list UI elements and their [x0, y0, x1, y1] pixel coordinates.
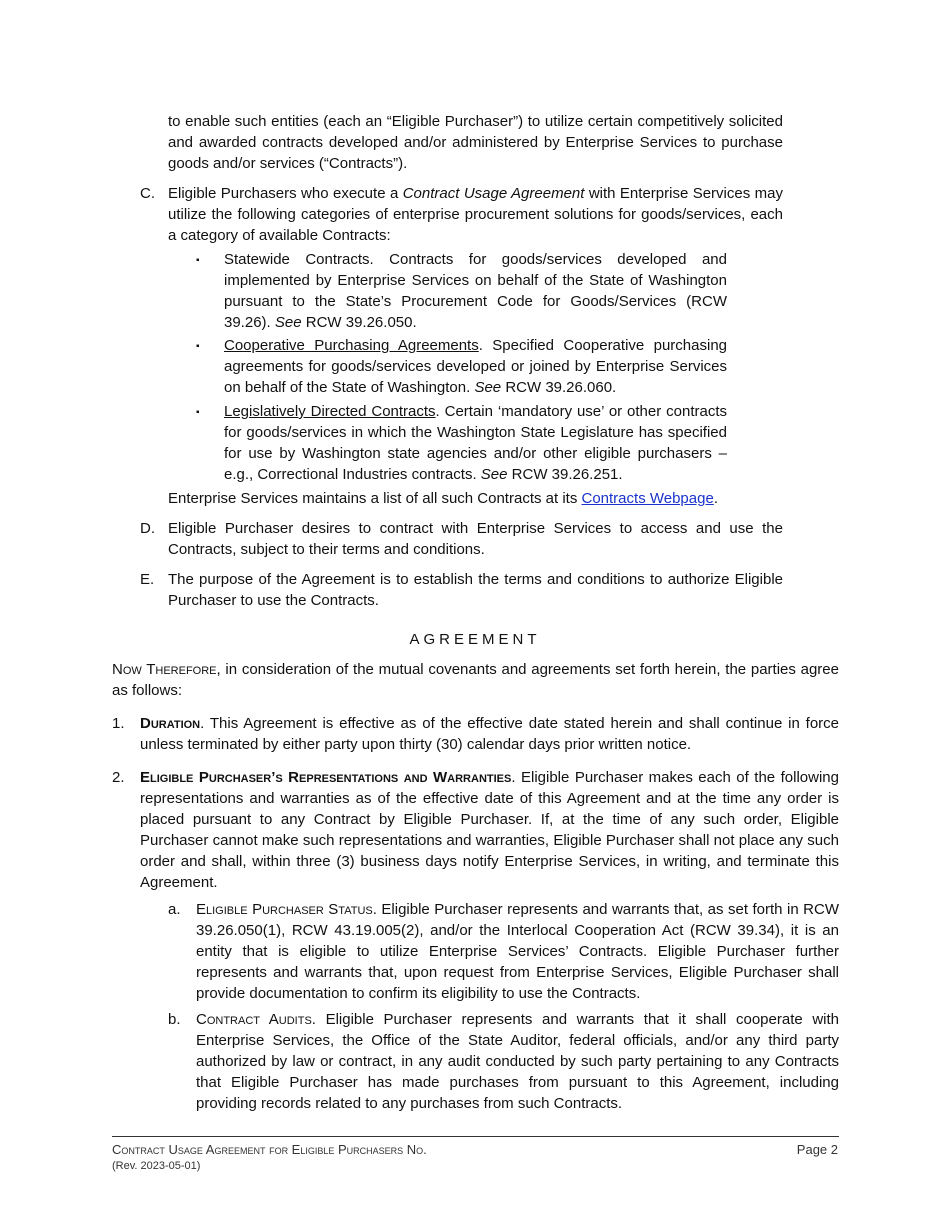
- contract-usage-agreement-term: Contract Usage Agreement: [402, 185, 585, 202]
- bullet-title: Legislatively Directed Contracts: [224, 403, 436, 420]
- subsection-b-letter: b.: [168, 1011, 181, 1028]
- bullet-title: Statewide Contracts: [224, 251, 370, 268]
- section-2-number: 2.: [112, 769, 125, 786]
- now-therefore-clause: Now Therefore, in consideration of the mutual covenants and agreements set forth herein, the parties agree as follows:: [112, 661, 839, 699]
- section-title: Duration: [140, 715, 201, 732]
- bullet-icon: ▪: [196, 255, 200, 266]
- subsection-contract-audits: Contract Audits. Eligible Purchaser represents and warrants that it shall cooperate with Enterprise Services, the Office of the State Auditor, federal officials, and/or any third party authorized by law or contract, in any audit conducted by such party pertaining to any Contracts that Eligible Purchaser has made purchases from pursuant to this Agreement, including providing records related to any purchases from such Contracts.: [196, 1011, 839, 1112]
- section-duration: Duration. This Agreement is effective as of the effective date stated herein and shall continue in force unless terminated by either party upon thirty (30) calendar days prior written notice.: [140, 715, 839, 753]
- subsection-title: Contract Audits: [196, 1011, 312, 1028]
- recital-c-letter: C.: [140, 185, 155, 202]
- bullet-cooperative-purchasing: Cooperative Purchasing Agreements. Specified Cooperative purchasing agreements for goods/services developed or joined by Enterprise Services on behalf of the State of Washington. See RCW 39.26.060.: [224, 337, 728, 396]
- bullet-icon: ▪: [196, 407, 200, 418]
- agreement-heading: AGREEMENT: [409, 631, 541, 648]
- recital-e-letter: E.: [140, 571, 155, 588]
- bullet-icon: ▪: [196, 341, 200, 352]
- contracts-webpage-link[interactable]: Contracts Webpage: [581, 490, 714, 507]
- recital-e-text: The purpose of the Agreement is to establish the terms and conditions to authorize Eligible Purchaser to use the Contracts.: [168, 571, 783, 609]
- subsection-eligible-purchaser-status: Eligible Purchaser Status. Eligible Purchaser represents and warrants that, as set forth in RCW 39.26.050(1), RCW 43.19.005(2), and/or the Interlocal Cooperation Act (RCW 39.34), it is an entity that is eligible to utilize Enterprise Services’ Contracts. Eligible Purchaser further represents and warrants that, upon request from Enterprise Services, Eligible Purchaser shall provide documentation to confirm its eligibility to use the Contracts.: [196, 901, 839, 1002]
- footer-title: Contract Usage Agreement for Eligible Purchasers No.: [112, 1142, 427, 1157]
- page-number: Page 2: [796, 1142, 838, 1157]
- subsection-title: Eligible Purchaser Status: [196, 901, 373, 918]
- bullet-statewide-contracts: Statewide Contracts. Contracts for goods/services developed and implemented by Enterprise Services on behalf of the State of Washington pursuant to the State’s Procurement Code for Goods/Services (RCW 39.26). See RCW 39.26.050.: [224, 251, 727, 331]
- recital-d-text: Eligible Purchaser desires to contract with Enterprise Services to access and use the Contracts, subject to their terms and conditions.: [168, 520, 783, 558]
- bullet-legislatively-directed: Legislatively Directed Contracts. Certain ‘mandatory use’ or other contracts for goods/services in which the Washington State Legislature has specified for use by Washington state agencies and/or other eligible purchasers – e.g., Correctional Industries contracts. See RCW 39.26.251.: [224, 403, 727, 483]
- section-representations-warranties: Eligible Purchaser’s Representations and Warranties. Eligible Purchaser makes each of the following representations and warranties as of the effective date of this Agreement and at the time any order is placed pursuant to any Contract by Eligible Purchaser. If, at the time of any such order, Eligible Purchaser cannot make such representations and warranties, Eligible Purchaser shall not place any such order and shall, within three (3) business days notify Enterprise Services, in writing, and terminate this Agreement.: [140, 769, 839, 891]
- recital-c-text: Eligible Purchasers who execute a Contract Usage Agreement with Enterprise Services may utilize the following categories of enterprise procurement solutions for goods/services, each a category of available Contracts:: [168, 185, 783, 244]
- footer-revision: (Rev. 2023-05-01): [112, 1160, 201, 1172]
- contracts-list-note: Enterprise Services maintains a list of all such Contracts at its Contracts Webpage.: [168, 490, 718, 507]
- bullet-title: Cooperative Purchasing Agreements: [224, 337, 479, 354]
- intro-continuation: to enable such entities (each an “Eligible Purchaser”) to utilize certain competitively solicited and awarded contracts developed and/or administered by Enterprise Services to purchase goods and/or services (“Contracts”).: [168, 113, 783, 172]
- recital-d-letter: D.: [140, 520, 155, 537]
- section-1-number: 1.: [112, 715, 125, 732]
- section-title: Eligible Purchaser’s Representations and Warranties: [140, 769, 512, 786]
- footer-divider: [112, 1136, 839, 1137]
- subsection-a-letter: a.: [168, 901, 181, 918]
